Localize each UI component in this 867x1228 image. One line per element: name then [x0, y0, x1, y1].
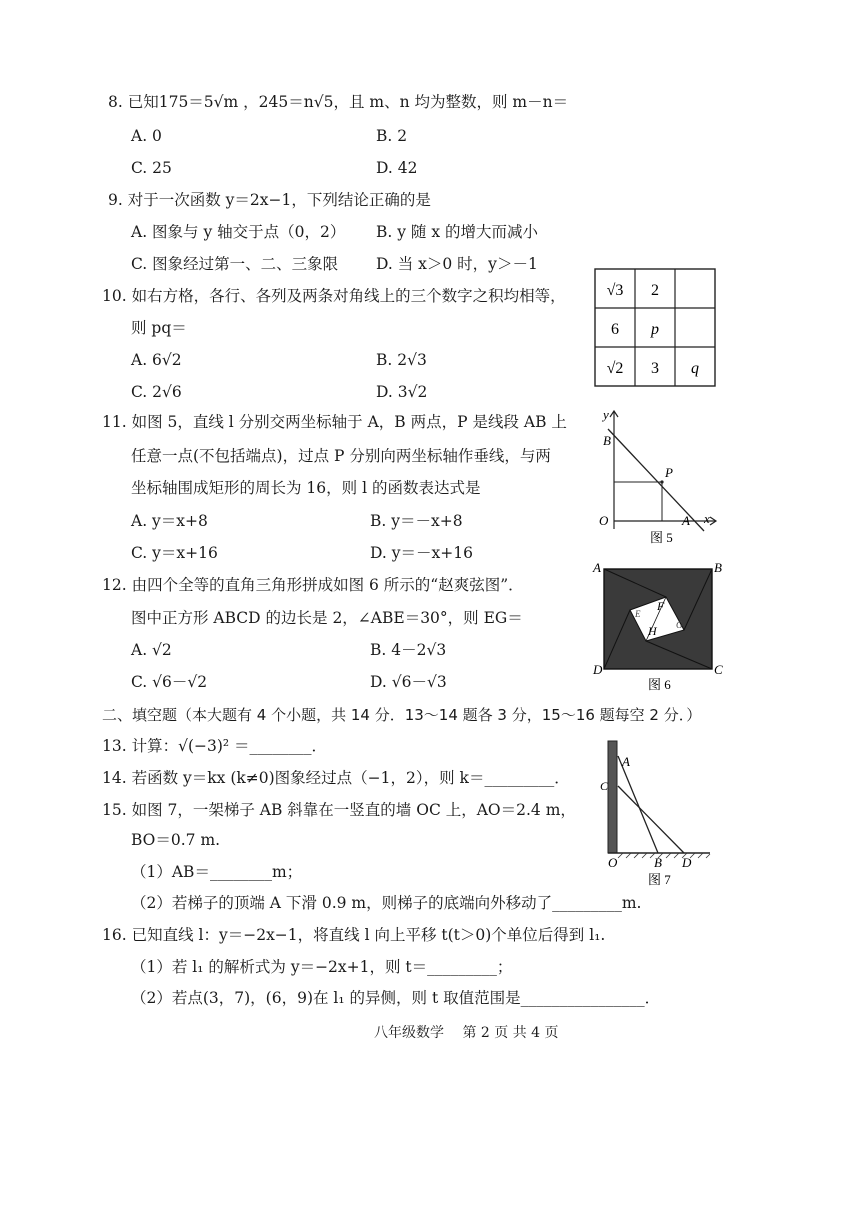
fig5-label-x: x — [704, 511, 710, 526]
q8-stem: 8. 已知175＝5√m ，245＝n√5，且 m、n 均为整数，则 m－n＝ — [108, 93, 569, 111]
fig6-label-b: B — [714, 562, 722, 575]
section-2-heading: 二、填空题（本大题有 4 个小题，共 14 分．13～14 题各 3 分，15～16 题每空 2 分．） — [102, 706, 702, 724]
q10-stem-line1: 10. 如右方格，各行、各列及两条对角线上的三个数字之积均相等， — [102, 287, 566, 305]
fig6-label-a: A — [593, 562, 601, 575]
q15-stem-line2: BO＝0.7 m. — [131, 831, 221, 849]
q16-part2: （2）若点(3，7)，(6，9)在 l₁ 的异侧，则 t 取值范围是________________． — [131, 989, 661, 1007]
q11-stem-line1: 11. 如图 5，直线 l 分别交两坐标轴于 A，B 两点，P 是线段 AB 上 — [102, 413, 567, 431]
figure-5-coordinate-graph — [592, 405, 722, 547]
fig5-label-b: B — [603, 433, 611, 448]
q8-option-d: D. 42 — [376, 159, 418, 177]
q15-stem-line1: 15. 如图 7，一架梯子 AB 斜靠在一竖直的墙 OC 上，AO＝2.4 m， — [102, 801, 576, 819]
q14-stem: 14. 若函数 y＝kx (k≠0)图象经过点（−1，2），则 k＝_________． — [102, 769, 570, 787]
q9-option-d: D. 当 x＞0 时，y＞－1 — [376, 255, 538, 273]
fig6-label-h: H — [648, 624, 657, 638]
magic-square-grid — [594, 268, 718, 388]
fig6-label-c: C — [714, 662, 723, 677]
grid-cell-r3c3: q — [691, 360, 699, 377]
q12-stem-line2: 图中正方形 ABCD 的边长是 2，∠ABE＝30°，则 EG＝ — [131, 609, 523, 627]
fig6-label-e: E — [635, 609, 641, 619]
q15-part2: （2）若梯子的顶端 A 下滑 0.9 m，则梯子的底端向外移动了_________m. — [131, 894, 642, 912]
q11-option-c: C. y＝x+16 — [131, 544, 218, 562]
q11-stem-line3: 坐标轴围成矩形的周长为 16，则 l 的函数表达式是 — [131, 479, 481, 497]
q12-option-b: B. 4－2√3 — [370, 641, 447, 659]
fig6-caption: 图 6 — [648, 677, 671, 692]
grid-cell-r2c2: p — [651, 321, 659, 338]
grid-cell-r3c2: 3 — [651, 360, 659, 377]
grid-cell-r2c1: 6 — [611, 321, 619, 338]
q12-stem-line1: 12. 由四个全等的直角三角形拼成如图 6 所示的“赵爽弦图”． — [102, 576, 524, 594]
q9-option-c: C. 图象经过第一、二、三象限 — [131, 255, 339, 273]
q12-option-c: C. √6－√2 — [131, 673, 208, 691]
q11-option-d: D. y＝－x+16 — [370, 544, 473, 562]
fig5-label-y: y — [603, 407, 609, 422]
fig5-caption: 图 5 — [650, 530, 673, 545]
q10-stem-line2: 则 pq＝ — [131, 319, 187, 337]
fig7-label-a: A — [622, 754, 630, 769]
fig5-label-a: A — [682, 513, 690, 528]
grid-cell-r1c2: 2 — [651, 282, 659, 299]
q8-option-c: C. 25 — [131, 159, 172, 177]
q16-stem: 16. 已知直线 l：y＝−2x−1，将直线 l 向上平移 t(t＞0)个单位后得到 l₁. — [102, 926, 606, 944]
fig7-label-b: B — [654, 855, 662, 870]
q8-option-a: A. 0 — [131, 127, 162, 145]
q10-option-b: B. 2√3 — [376, 351, 427, 369]
q10-option-a: A. 6√2 — [131, 351, 182, 369]
grid-cell-r1c1: √3 — [606, 282, 624, 299]
fig7-label-c: C — [600, 779, 609, 793]
q11-option-b: B. y＝－x+8 — [370, 512, 463, 530]
grid-cell-r3c1: √2 — [606, 360, 624, 377]
fig6-label-f: F — [657, 599, 665, 613]
fig6-label-g: G — [676, 620, 683, 630]
figure-7-ladder-diagram — [596, 738, 716, 890]
page-footer: 八年级数学 第 2 页 共 4 页 — [374, 1025, 559, 1041]
fig5-label-o: O — [599, 513, 609, 528]
fig7-label-o: O — [608, 855, 618, 870]
q11-option-a: A. y＝x+8 — [131, 512, 208, 530]
q13-stem: 13. 计算：√(−3)² ＝________． — [102, 737, 328, 755]
q9-option-a: A. 图象与 y 轴交于点（0，2） — [131, 223, 346, 241]
q12-option-a: A. √2 — [131, 641, 172, 659]
q12-option-d: D. √6－√3 — [370, 673, 447, 691]
figure-6-zhao-shuang-diagram — [590, 562, 726, 694]
fig5-label-p: P — [665, 465, 673, 480]
fig7-label-d: D — [682, 855, 692, 870]
q15-part1: （1）AB＝________m； — [131, 863, 303, 881]
fig6-label-d: D — [593, 662, 603, 677]
q10-option-c: C. 2√6 — [131, 383, 182, 401]
fig7-caption: 图 7 — [648, 872, 671, 887]
q9-stem: 9. 对于一次函数 y＝2x−1，下列结论正确的是 — [108, 191, 431, 209]
q8-option-b: B. 2 — [376, 127, 408, 145]
q9-option-b: B. y 随 x 的增大而减小 — [376, 223, 539, 241]
q10-option-d: D. 3√2 — [376, 383, 428, 401]
q16-part1: （1）若 l₁ 的解析式为 y＝−2x+1，则 t＝_________； — [131, 958, 513, 976]
q11-stem-line2: 任意一点(不包括端点)，过点 P 分别向两坐标轴作垂线，与两 — [131, 447, 551, 465]
